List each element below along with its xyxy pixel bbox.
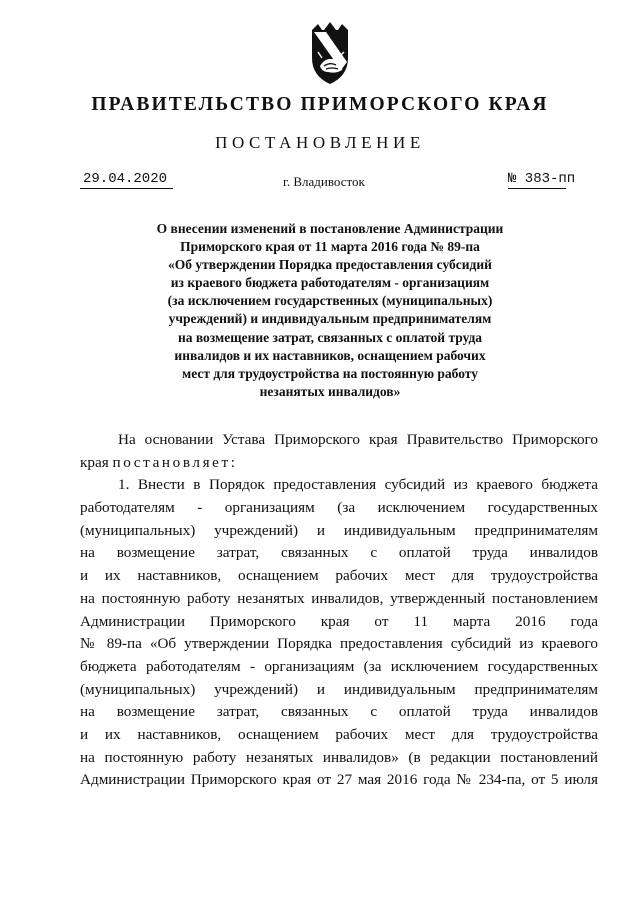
heading-line: О внесении изменений в постановление Администрации bbox=[156, 221, 504, 236]
preamble-line: На основании Устава Приморского края Правительство Приморского bbox=[118, 431, 598, 448]
clause-line: и их наставников, оснащением рабочих мест для трудоустройства bbox=[80, 725, 598, 743]
government-name: ПРАВИТЕЛЬСТВО ПРИМОРСКОГО КРАЯ bbox=[91, 94, 549, 115]
document-number: № 383-пп bbox=[508, 171, 576, 187]
preamble-resolves: постановляет: bbox=[112, 453, 238, 471]
clause-line: на постоянную работу незанятых инвалидов, утвержденный постановлением bbox=[80, 589, 598, 607]
heading-line: (за исключением государственных (муниципальных) bbox=[167, 293, 493, 309]
document-type: ПОСТАНОВЛЕНИЕ bbox=[215, 133, 425, 152]
clause-line: (муниципальных) учреждений) и индивидуальным предпринимателям bbox=[80, 521, 598, 539]
clause-line: на постоянную работу незанятых инвалидов» (в редакции постановлений bbox=[80, 748, 598, 766]
heading-line: «Об утверждении Порядка предоставления субсидий bbox=[168, 257, 492, 273]
document-heading bbox=[100, 220, 560, 401]
heading-line: из краевого бюджета работодателям - организациям bbox=[170, 275, 490, 291]
heading-line: учреждений) и индивидуальным предпринимателям bbox=[168, 311, 492, 327]
clause-line: на возмещение затрат, связанных с оплатой труда инвалидов bbox=[80, 703, 598, 721]
preamble-text: края bbox=[80, 453, 109, 471]
coat-of-arms-emblem bbox=[300, 22, 360, 86]
clause-line: (муниципальных) учреждений) и индивидуальным предпринимателям bbox=[80, 680, 598, 698]
clause-line: Администрации Приморского края от 11 марта 2016 года bbox=[80, 612, 598, 630]
preamble-line bbox=[80, 452, 598, 475]
heading-line: незанятых инвалидов» bbox=[259, 383, 401, 399]
clause-line: на возмещение затрат, связанных с оплатой труда инвалидов bbox=[80, 544, 598, 562]
document-date: 29.04.2020 bbox=[80, 171, 173, 189]
heading-line: на возмещение затрат, связанных с оплатой труда bbox=[177, 329, 483, 345]
clause-line: бюджета работодателям - организациям (за исключением государственных bbox=[80, 657, 598, 675]
clause-line: № 89-па «Об утверждении Порядка предоставления субсидий из краевого bbox=[80, 635, 598, 653]
clause-line: и их наставников, оснащением рабочих мест для трудоустройства bbox=[80, 567, 598, 585]
document-body bbox=[80, 429, 598, 792]
document-city: г. Владивосток bbox=[283, 174, 365, 189]
heading-line: инвалидов и их наставников, оснащением рабочих bbox=[174, 347, 486, 363]
clause-line: работодателям - организациям (за исключением государственных bbox=[80, 499, 598, 517]
heading-line: мест для трудоустройства на постоянную работу bbox=[182, 365, 478, 381]
clause-line: Администрации Приморского края от 27 мая 2016 года № 234-па, от 5 июля bbox=[80, 771, 598, 789]
clause-line: 1. Внести в Порядок предоставления субсидий из краевого бюджета bbox=[118, 476, 598, 494]
heading-line: Приморского края от 11 марта 2016 года № 89-па bbox=[180, 239, 480, 255]
